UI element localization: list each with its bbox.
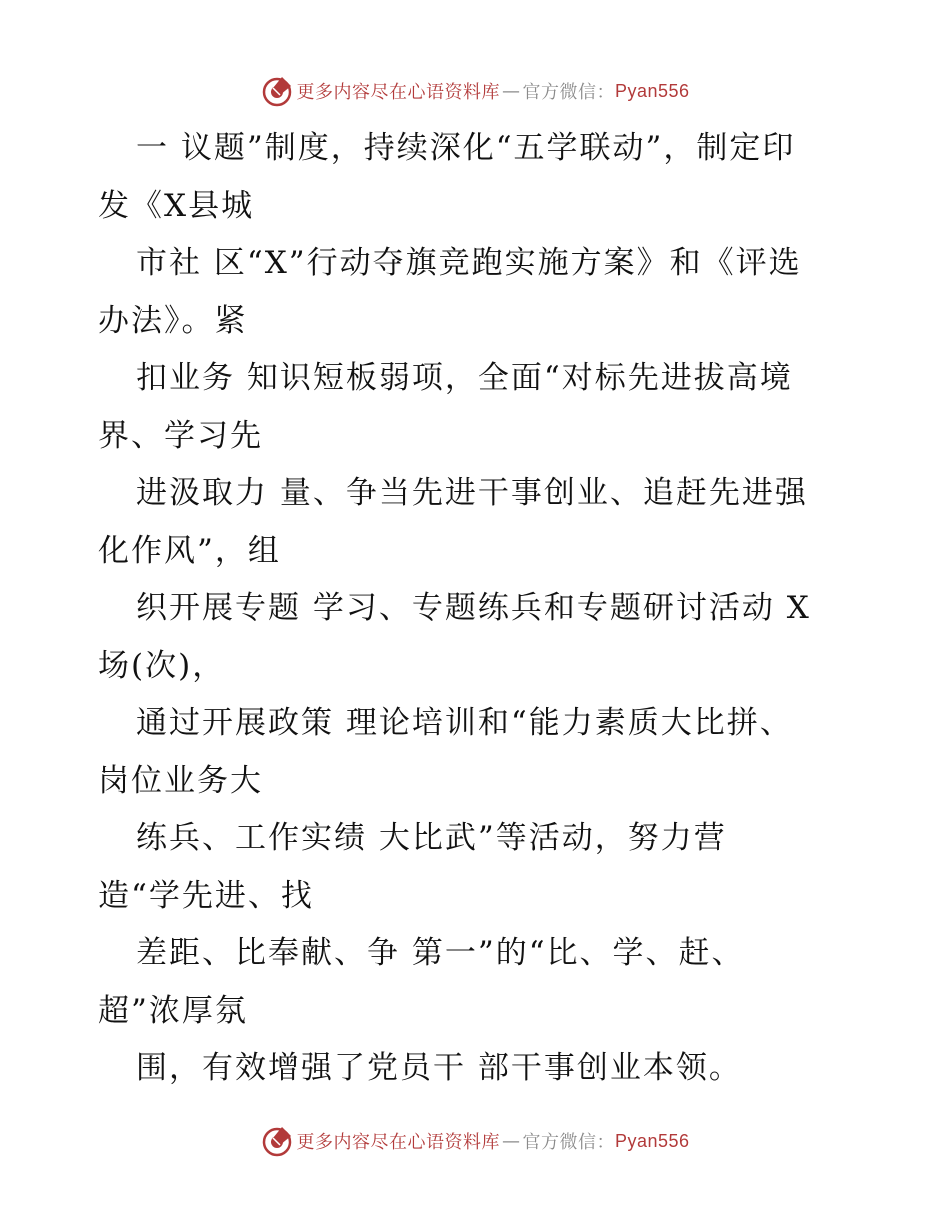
watermark-official-label: 官方微信： (522, 82, 615, 103)
body-line: 扣业务 知识短板弱项，全面“对标先进拔高境 (136, 360, 793, 396)
watermark-official-label: 官方微信： (522, 1132, 615, 1153)
document-body (98, 120, 858, 1098)
body-line: 进汲取力 量、争当先进干事创业、追赶先进强 (136, 475, 808, 511)
header-watermark-banner (0, 74, 950, 108)
body-line: 超”浓厚氛 (98, 992, 248, 1029)
watermark-separator: — (501, 80, 521, 102)
watermark-separator: — (501, 1130, 521, 1152)
body-line: 织开展专题 学习、专题练兵和专题研讨活动 X (136, 590, 811, 626)
footer-watermark-banner (0, 1124, 950, 1158)
pen-nib-circle-icon (260, 1124, 294, 1158)
body-line: 发《X县城 (98, 187, 255, 224)
pen-nib-circle-icon (260, 74, 294, 108)
body-line: 化作风”，组 (98, 532, 281, 569)
body-line: 差距、比奉献、争 第一”的“比、学、赶、 (136, 935, 745, 971)
body-line: 界、学习先 (98, 417, 263, 454)
body-line: 围，有效增强了党员干 部干事创业本领。 (136, 1050, 742, 1086)
body-line: 市社 区“X”行动夺旗竞跑实施方案》和《评选 (136, 245, 802, 281)
watermark-brand-text: 更多内容尽在心语资料库 (296, 82, 500, 103)
body-line: 办法》。紧 (98, 302, 248, 339)
body-line: 岗位业务大 (98, 762, 263, 799)
watermark-wechat-id: Pyan556 (614, 80, 690, 101)
body-line: 练兵、工作实绩 大比武”等活动，努力营 (136, 820, 727, 856)
body-line: 通过开展政策 理论培训和“能力素质大比拼、 (136, 705, 793, 741)
watermark-wechat-id: Pyan556 (614, 1130, 690, 1151)
body-line: 一 议题”制度，持续深化“五学联动”，制定印 (136, 130, 796, 166)
watermark-brand-text: 更多内容尽在心语资料库 (296, 1132, 500, 1153)
body-line: 造“学先进、找 (98, 877, 314, 914)
body-line: 场(次)， (98, 647, 226, 684)
